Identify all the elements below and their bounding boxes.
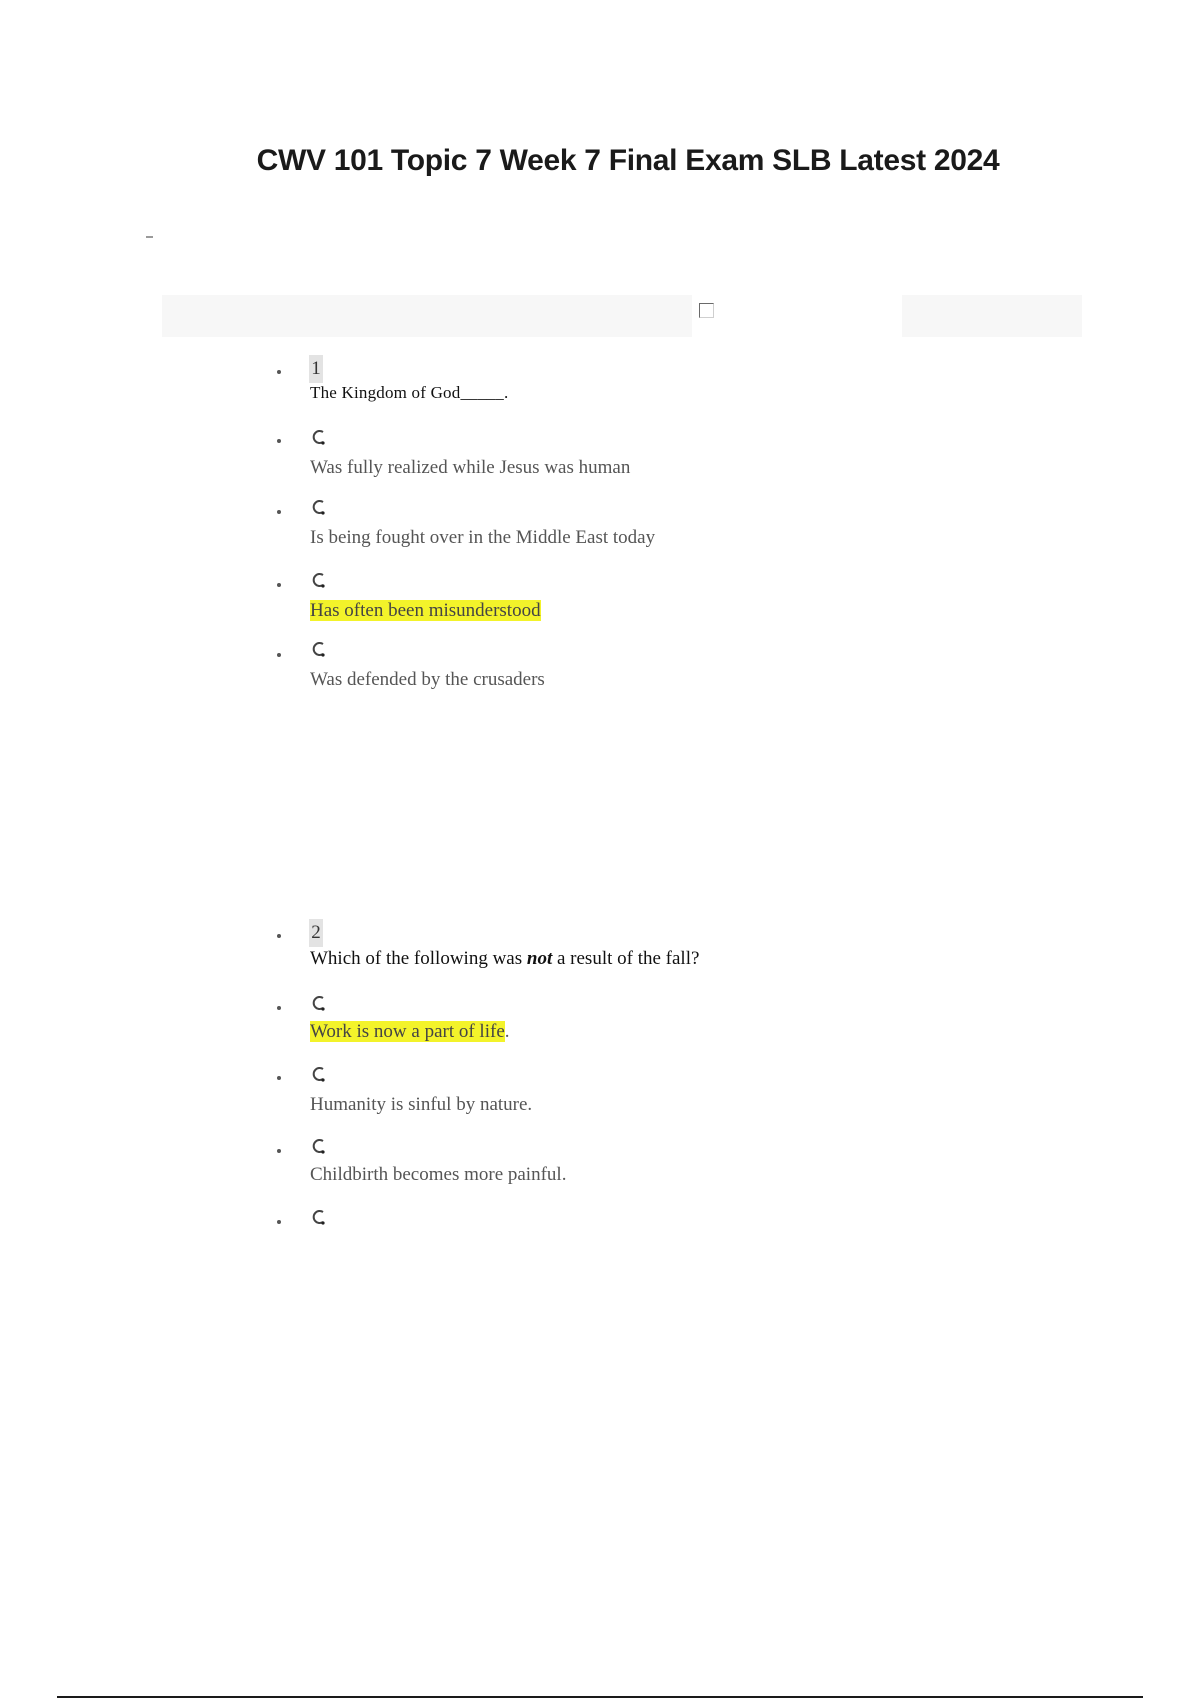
footer-rule <box>57 1696 1143 1698</box>
bullet <box>277 653 281 657</box>
bullet <box>277 934 281 938</box>
radio-button-icon[interactable] <box>310 994 328 1012</box>
radio-button-icon[interactable] <box>310 1065 328 1083</box>
checkbox-icon[interactable] <box>699 303 714 318</box>
answer-option-highlighted[interactable] <box>310 599 541 623</box>
bullet <box>277 370 281 374</box>
bullet <box>277 1220 281 1224</box>
answer-suffix: . <box>504 1021 510 1042</box>
quiz-toolbar <box>162 295 1082 337</box>
radio-button-icon[interactable] <box>310 1208 328 1226</box>
radio-button-icon[interactable] <box>310 1137 328 1155</box>
answer-option-highlighted[interactable] <box>310 1020 510 1044</box>
answer-option[interactable]: Was defended by the crusaders <box>310 669 545 690</box>
question-text-start: Which of the following was <box>310 948 527 969</box>
bullet <box>277 1006 281 1010</box>
answer-option[interactable]: Humanity is sinful by nature. <box>310 1094 533 1115</box>
bullet <box>277 583 281 587</box>
question-emphasis: not <box>526 948 553 969</box>
document-title: CWV 101 Topic 7 Week 7 Final Exam SLB Latest 2024 <box>256 144 1000 177</box>
highlighted-answer: Has often been misunderstood <box>310 600 541 621</box>
highlighted-answer: Work is now a part of life <box>310 1021 505 1042</box>
stray-mark <box>146 236 153 238</box>
toolbar-gap <box>692 295 902 337</box>
question-number: 2 <box>309 919 323 947</box>
question-text <box>310 948 699 970</box>
question-number: 1 <box>309 355 323 383</box>
answer-option[interactable]: Childbirth becomes more painful. <box>310 1164 567 1185</box>
answer-option[interactable]: Was fully realized while Jesus was human <box>310 457 631 478</box>
answer-option[interactable]: Is being fought over in the Middle East today <box>310 527 656 548</box>
question-text-end: a result of the fall? <box>552 948 700 969</box>
radio-button-icon[interactable] <box>310 428 328 446</box>
bullet <box>277 510 281 514</box>
bullet <box>277 1149 281 1153</box>
radio-button-icon[interactable] <box>310 498 328 516</box>
radio-button-icon[interactable] <box>310 640 328 658</box>
question-text: The Kingdom of God_____. <box>310 383 509 402</box>
radio-button-icon[interactable] <box>310 571 328 589</box>
bullet <box>277 1076 281 1080</box>
bullet <box>277 439 281 443</box>
